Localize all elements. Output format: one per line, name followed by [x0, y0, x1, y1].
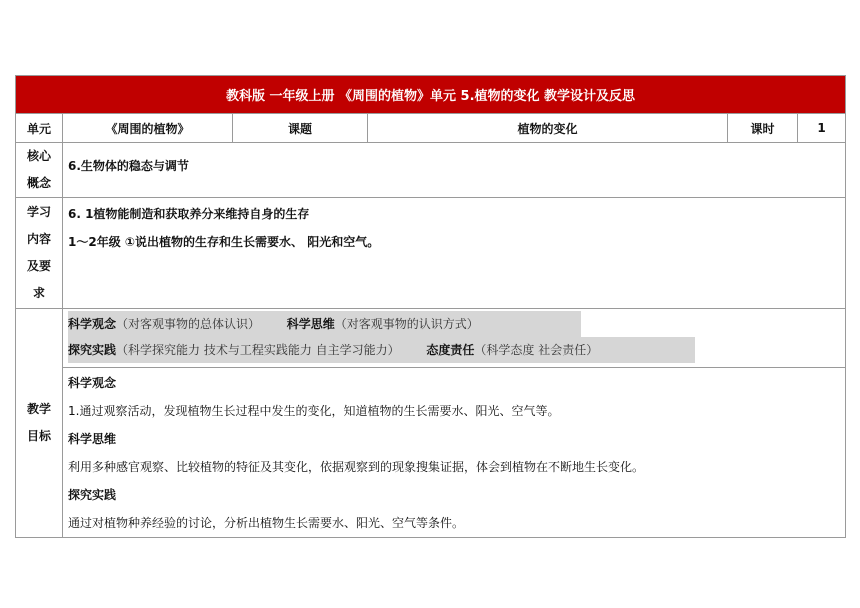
unit-value: 《周围的植物》	[63, 114, 233, 143]
core-concept-text: 6.生物体的稳态与调节	[63, 143, 846, 198]
learning-line-1: 6. 1植物能制造和获取养分来维持自身的生存	[68, 207, 310, 221]
goal-category-note: （对客观事物的认识方式）	[334, 317, 479, 331]
header-row	[16, 114, 846, 143]
goal-category-thinking: 科学思维	[286, 317, 335, 331]
period-label: 课时	[728, 114, 798, 143]
learning-label-line: 学习	[26, 205, 51, 219]
goal-category-concept: 科学观念	[68, 317, 117, 331]
goals-summary-highlight	[68, 337, 695, 363]
document-banner: 教科版 一年级上册 《周围的植物》单元 5.植物的变化 教学设计及反思	[16, 76, 846, 114]
banner-row	[16, 76, 846, 114]
goals-summary-line-2	[68, 337, 845, 363]
goals-summary-line-1	[68, 311, 845, 337]
goal-category-note: （科学探究能力 技术与工程实践能力 自主学习能力）	[116, 343, 400, 357]
topic-value: 植物的变化	[368, 114, 728, 143]
lesson-plan-table	[15, 75, 846, 538]
teaching-goals-content	[63, 309, 846, 538]
concept-text: 1.通过观察活动，发现植物生长过程中发生的变化，知道植物的生长需要水、阳光、空气等。	[68, 404, 560, 418]
goals-detail	[63, 368, 845, 537]
learning-label-line: 及要	[26, 259, 51, 273]
learning-content-text	[63, 198, 846, 309]
goal-category-note: （科学态度 社会责任）	[474, 343, 599, 357]
learning-label-line: 求	[32, 286, 45, 300]
learning-line-2: 1～2年级 ①说出植物的生存和生长需要水、 阳光和空气。	[68, 235, 380, 249]
core-concept-label-line: 概念	[26, 176, 51, 190]
goals-summary-highlight	[68, 311, 581, 337]
core-concept-label	[16, 143, 63, 198]
thinking-title: 科学思维	[68, 432, 117, 446]
goals-summary	[63, 309, 845, 368]
unit-label: 单元	[16, 114, 63, 143]
thinking-text: 利用多种感官观察、比较植物的特征及其变化，依据观察到的现象搜集证据，体会到植物在不断地生长变化。	[68, 460, 645, 474]
teaching-goals-label	[16, 309, 63, 538]
learning-content-label	[16, 198, 63, 309]
core-concept-label-line: 核心	[26, 149, 51, 163]
goals-label-line: 教学	[26, 402, 51, 416]
teaching-goals-row	[16, 309, 846, 538]
practice-title: 探究实践	[68, 488, 117, 502]
core-concept-row	[16, 143, 846, 198]
goal-category-attitude: 态度责任	[426, 343, 475, 357]
goal-category-practice: 探究实践	[68, 343, 117, 357]
lesson-plan-sheet	[15, 75, 845, 538]
goals-label-line: 目标	[26, 429, 51, 443]
practice-text: 通过对植物种养经验的讨论，分析出植物生长需要水、阳光、空气等条件。	[68, 516, 465, 530]
period-value: 1	[798, 114, 846, 143]
concept-title: 科学观念	[68, 376, 117, 390]
topic-label: 课题	[233, 114, 368, 143]
learning-content-row	[16, 198, 846, 309]
learning-label-line: 内容	[26, 232, 51, 246]
goal-category-note: （对客观事物的总体认识）	[116, 317, 261, 331]
